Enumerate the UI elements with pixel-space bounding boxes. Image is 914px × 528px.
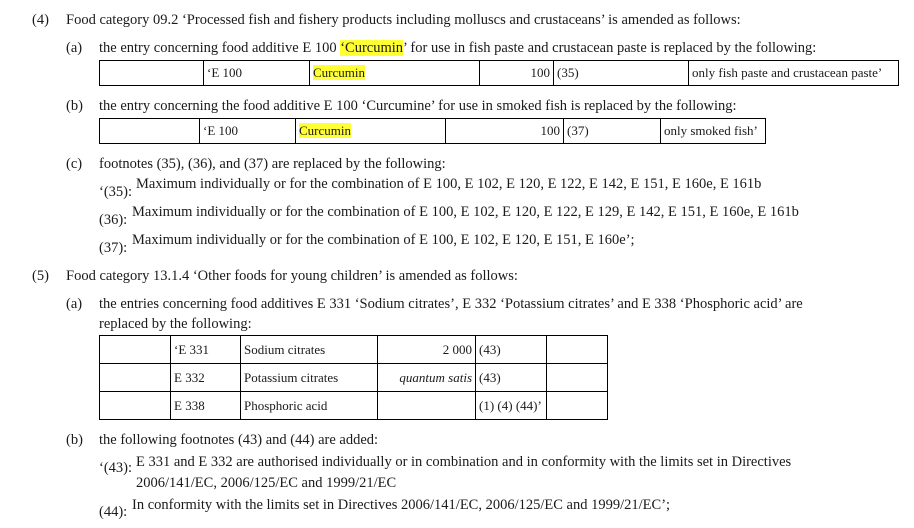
- table-cell: Sodium citrates: [241, 336, 378, 364]
- footnote-35-label: ‘(35):: [99, 184, 133, 200]
- table-cell: [100, 61, 204, 86]
- item-5a-label: (a): [66, 296, 83, 312]
- table-cell: 100: [446, 119, 564, 144]
- footnote-44-label: (44):: [99, 504, 128, 520]
- table-row: [100, 336, 608, 364]
- item-5b-label: (b): [66, 432, 83, 448]
- table-cell: Potassium citrates: [241, 364, 378, 392]
- footnote-44-text: In conformity with the limits set in Directives 2006/141/EC, 2006/125/EC and 1999/21/EC’;: [132, 497, 671, 513]
- table-cell: only fish paste and crustacean paste’: [689, 61, 899, 86]
- footnote-37-text: Maximum individually or for the combination of E 100, E 102, E 120, E 151, E 160e’;: [132, 232, 635, 248]
- table-cell: quantum satis: [378, 364, 476, 392]
- table-cell: (35): [554, 61, 689, 86]
- footnote-43-label: ‘(43):: [99, 460, 133, 476]
- table-cell: [310, 61, 480, 86]
- item-5a-line2: replaced by the following:: [99, 316, 252, 332]
- item-5-number: (5): [32, 268, 49, 284]
- table-row: [100, 119, 766, 144]
- table-cell: 100: [480, 61, 554, 86]
- item-4a-label: (a): [66, 40, 83, 56]
- highlight-text: Curcumin: [299, 123, 351, 138]
- table-row: [100, 364, 608, 392]
- item-4b-label: (b): [66, 98, 83, 114]
- table-cell: E 332: [171, 364, 241, 392]
- table-cell: E 338: [171, 392, 241, 420]
- highlight-text: Curcumin: [313, 65, 365, 80]
- table-cell: [378, 392, 476, 420]
- table-cell: [100, 336, 171, 364]
- footnote-36-text: Maximum individually or for the combination of E 100, E 102, E 120, E 122, E 129, E 142, E 151, E 160e, E 161b: [132, 204, 799, 220]
- table-cell: [100, 364, 171, 392]
- item-4b-text: the entry concerning the food additive E 100 ‘Curcumine’ for use in smoked fish is replaced by the following:: [99, 98, 737, 114]
- table-cell: ‘E 100: [204, 61, 310, 86]
- item-4c-text: footnotes (35), (36), and (37) are replaced by the following:: [99, 156, 446, 172]
- table-cell: (43): [476, 336, 547, 364]
- footnote-35-text: Maximum individually or for the combination of E 100, E 102, E 120, E 122, E 142, E 151, E 160e, E 161b: [136, 176, 762, 192]
- item-4c-label: (c): [66, 156, 83, 172]
- table-row: [100, 392, 608, 420]
- table-cell: [547, 336, 608, 364]
- item-5b-text: the following footnotes (43) and (44) are added:: [99, 432, 379, 448]
- table-cell: Phosphoric acid: [241, 392, 378, 420]
- item-4a-text-pre: the entry concerning food additive E 100: [99, 40, 341, 56]
- table-cell: [296, 119, 446, 144]
- table-cell: (37): [564, 119, 661, 144]
- table-row: [100, 61, 899, 86]
- table-cell: 2 000: [378, 336, 476, 364]
- item-4-text: Food category 09.2 ‘Processed fish and fishery products including molluscs and crustaceans’ is amended as follows:: [66, 12, 741, 28]
- table-cell: [100, 392, 171, 420]
- table-5a: [99, 335, 608, 420]
- footnote-36-label: (36):: [99, 212, 128, 228]
- table-cell: [547, 364, 608, 392]
- table-4a: [99, 60, 899, 86]
- item-5-text: Food category 13.1.4 ‘Other foods for young children’ is amended as follows:: [66, 268, 518, 284]
- table-cell: only smoked fish’: [661, 119, 766, 144]
- item-4a-text-post: ’ for use in fish paste and crustacean paste is replaced by the following:: [403, 40, 817, 56]
- footnote-37-label: (37):: [99, 240, 128, 256]
- table-cell: [547, 392, 608, 420]
- table-cell: ‘E 100: [200, 119, 296, 144]
- item-4a-text: [99, 40, 816, 57]
- footnote-43-line2: 2006/141/EC, 2006/125/EC and 1999/21/EC: [136, 475, 397, 491]
- table-cell: [100, 119, 200, 144]
- table-cell: ‘E 331: [171, 336, 241, 364]
- item-5a-line1: the entries concerning food additives E 331 ‘Sodium citrates’, E 332 ‘Potassium citrates’ and E 338 ‘Phosphoric acid’ are: [99, 296, 803, 312]
- item-4a-text-highlight: ‘Curcumin: [340, 40, 404, 56]
- table-4b: [99, 118, 766, 144]
- table-cell: (43): [476, 364, 547, 392]
- item-4-number: (4): [32, 12, 49, 28]
- footnote-43-line1: E 331 and E 332 are authorised individually or in combination and in conformity with the limits set in Directives: [136, 454, 792, 470]
- table-cell: (1) (4) (44)’: [476, 392, 547, 420]
